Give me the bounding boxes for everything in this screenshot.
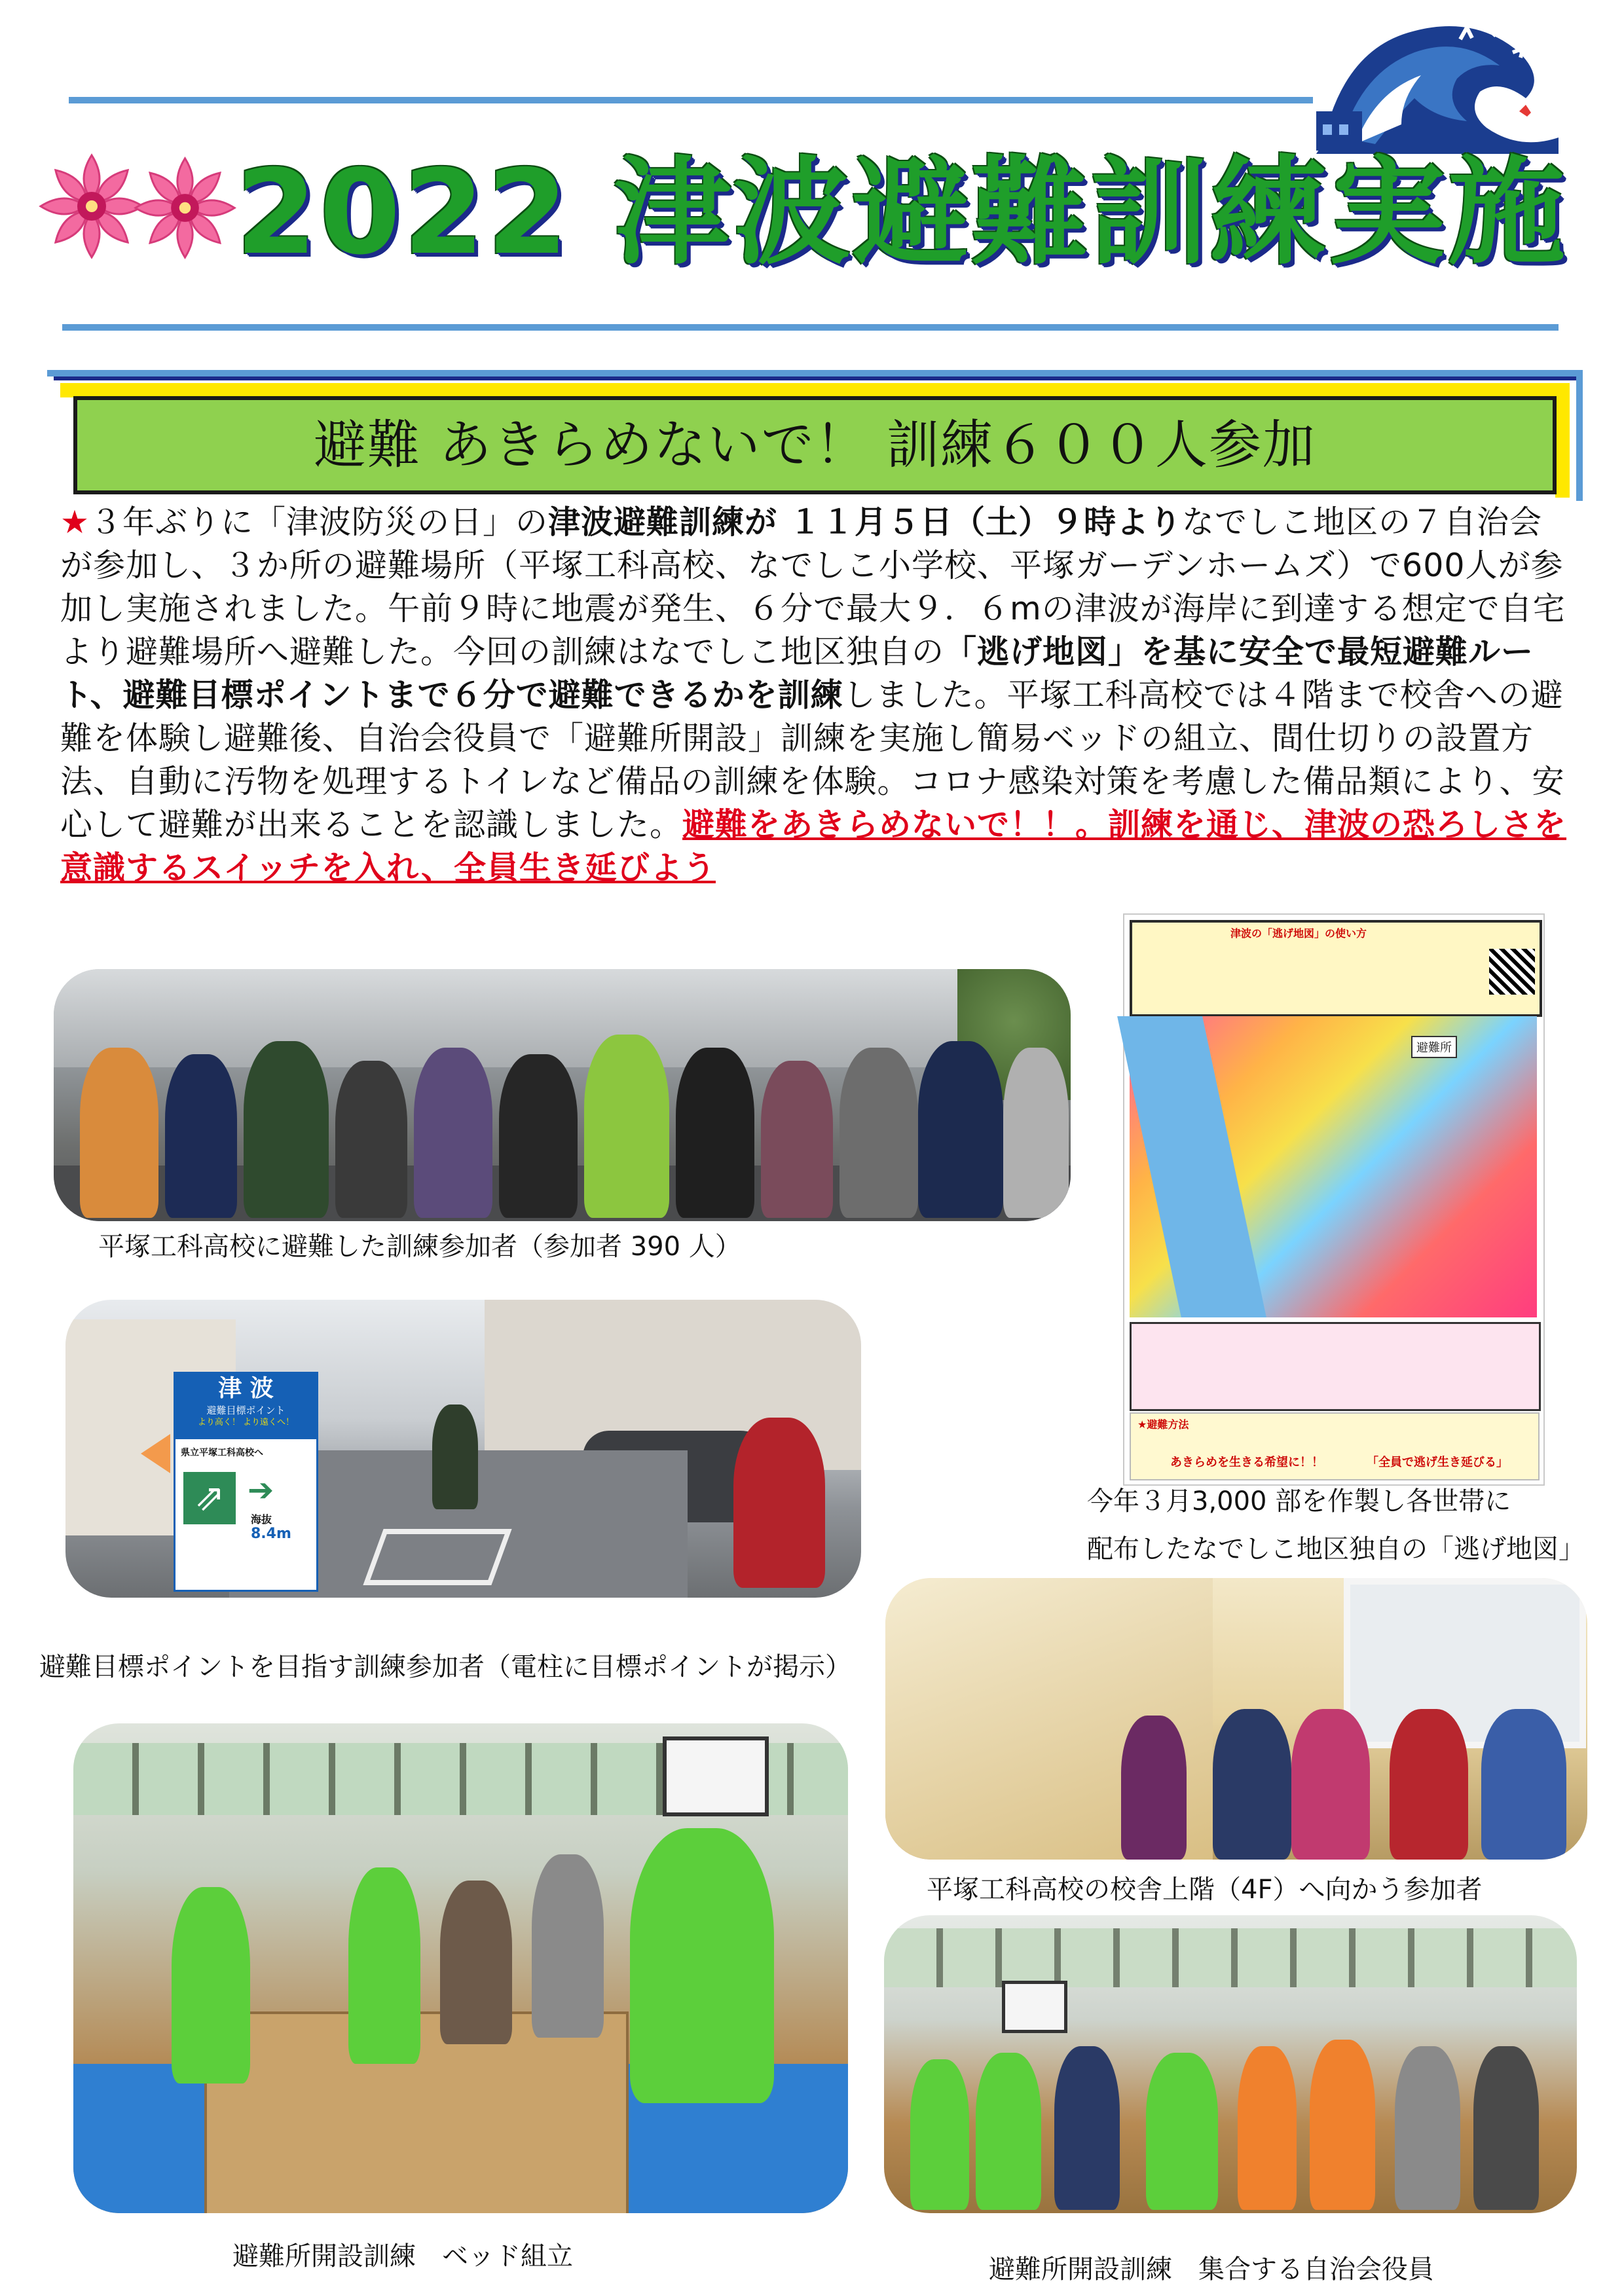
- headline-banner: [73, 396, 1557, 494]
- photo-caption: 平塚工科高校の校舎上階（4F）へ向かう参加者: [927, 1875, 1483, 1905]
- map-footer-slogan: 「全員で逃げ生き延びる」: [1367, 1456, 1508, 1469]
- photo-caption: 避難目標ポイントを目指す訓練参加者（電柱に目標ポイントが掲示）: [39, 1652, 851, 1682]
- map-header-panel: [1130, 920, 1542, 1017]
- photo-stairs: [885, 1578, 1587, 1860]
- photo-bed-assembly: [73, 1723, 848, 2213]
- map-caption-line2: 配布したなでしこ地区独自の「逃げ地図」: [1087, 1534, 1585, 1564]
- flower-icon: [131, 154, 239, 262]
- banner-frame-blue: [47, 370, 1583, 376]
- top-rule: [69, 97, 1313, 103]
- article-call-to-action: 避難をあきらめないで！！。訓練を通じ、津波の恐ろしさを意識するスイッチを入れ、全員生き延びよう: [60, 806, 1567, 887]
- sign-altitude-label: 海抜: [251, 1513, 272, 1526]
- photo-gathering: [884, 1915, 1577, 2213]
- article-text-1: ３年ぶりに「津波防災の日」の: [89, 504, 548, 541]
- sign-altitude-value: 8.4m: [251, 1526, 291, 1542]
- photo-road-marking: [363, 1529, 511, 1585]
- arrow-right-icon: ➔: [248, 1472, 274, 1509]
- map-footer-hope: あきらめを生きる希望に！！: [1170, 1456, 1323, 1469]
- photo-evacuees-school: [54, 969, 1071, 1221]
- title-underline: [62, 324, 1559, 331]
- sign-title: 津 波: [218, 1375, 274, 1402]
- banner-shadow-top: [60, 383, 1570, 397]
- banner-frame-navy: [54, 376, 1576, 380]
- evacuation-sign: [174, 1372, 318, 1592]
- star-icon: ★: [60, 504, 90, 541]
- photo-caption: 平塚工科高校に避難した訓練参加者（参加者 390 人）: [98, 1232, 741, 1262]
- article-text-3: しました。平塚工科高校では４階まで校舎への避難を体験し避難後、自治会役員で「避難所開設」訓練を実施し簡易ベッドの組立、間仕切りの設置方法、自動に汚物を処理するトイレなど備品の訓練を体験。コロナ感染対策を考慮した備品類により、安心して避難が出来ることを認識しました。: [60, 676, 1565, 843]
- sign-line1: 避難目標ポイント: [206, 1405, 286, 1416]
- article-body: [60, 501, 1573, 890]
- map-image: [1130, 1016, 1537, 1317]
- map-river: [1117, 1016, 1266, 1317]
- banner-text: 避難 あきらめないで！ 訓練６００人参加: [314, 414, 1316, 475]
- map-legend: [1130, 1322, 1541, 1411]
- tsunami-wave-icon: [1303, 13, 1565, 154]
- escape-map: [1123, 913, 1545, 1486]
- sign-line2: より高く！ より遠くへ！: [197, 1418, 295, 1427]
- banner-shadow-right: [1555, 383, 1570, 498]
- photo-building: [54, 969, 1071, 1067]
- map-shelter-label: 避難所: [1411, 1036, 1457, 1058]
- photo-gym-windows: [884, 1928, 1577, 1987]
- page-title: 2022 津波避難訓練実施: [236, 145, 1568, 280]
- map-footer-method: ★避難方法: [1137, 1418, 1189, 1431]
- sign-line3: 県立平塚工科高校へ: [181, 1448, 263, 1458]
- banner-frame-blue-right: [1576, 370, 1583, 501]
- article-emphasis-date: 津波避難訓練が １１月５日（土）９時より: [547, 504, 1183, 541]
- photo-street-sign: [65, 1300, 861, 1598]
- map-qr-code-icon: [1489, 949, 1535, 995]
- photo-basketball-hoop: [663, 1736, 769, 1816]
- map-footer: [1130, 1412, 1540, 1480]
- photo-basketball-hoop: [1002, 1981, 1067, 2033]
- running-person-icon: ⇗: [183, 1472, 236, 1524]
- photo-caption: 避難所開設訓練 集合する自治会役員: [989, 2254, 1434, 2285]
- map-caption-line1: 今年３月3,000 部を作製し各世帯に: [1087, 1486, 1511, 1516]
- article-emphasis-method: 「逃げ地図」を基に安全で最短避難ルート、避難目標ポイントまで６分で避難できるかを訓練: [60, 633, 1534, 714]
- map-header-text: 津波の「逃げ地図」の使い方: [1230, 927, 1367, 940]
- article-text-2: なでしこ地区の７自治会が参加し、３か所の避難場所（平塚工科高校、なでしこ小学校、平塚ガーデンホームズ）で600人が参加し実施されました。午前９時に地震が発生、６分で最大９．６mの津波が海岸に到達する想定で自宅より避難場所へ避難した。今回の訓練はなでしこ地区独自の: [60, 504, 1566, 670]
- photo-caption: 避難所開設訓練 ベッド組立: [232, 2241, 573, 2271]
- arrow-left-icon: [141, 1434, 170, 1473]
- sign-header: [175, 1374, 316, 1439]
